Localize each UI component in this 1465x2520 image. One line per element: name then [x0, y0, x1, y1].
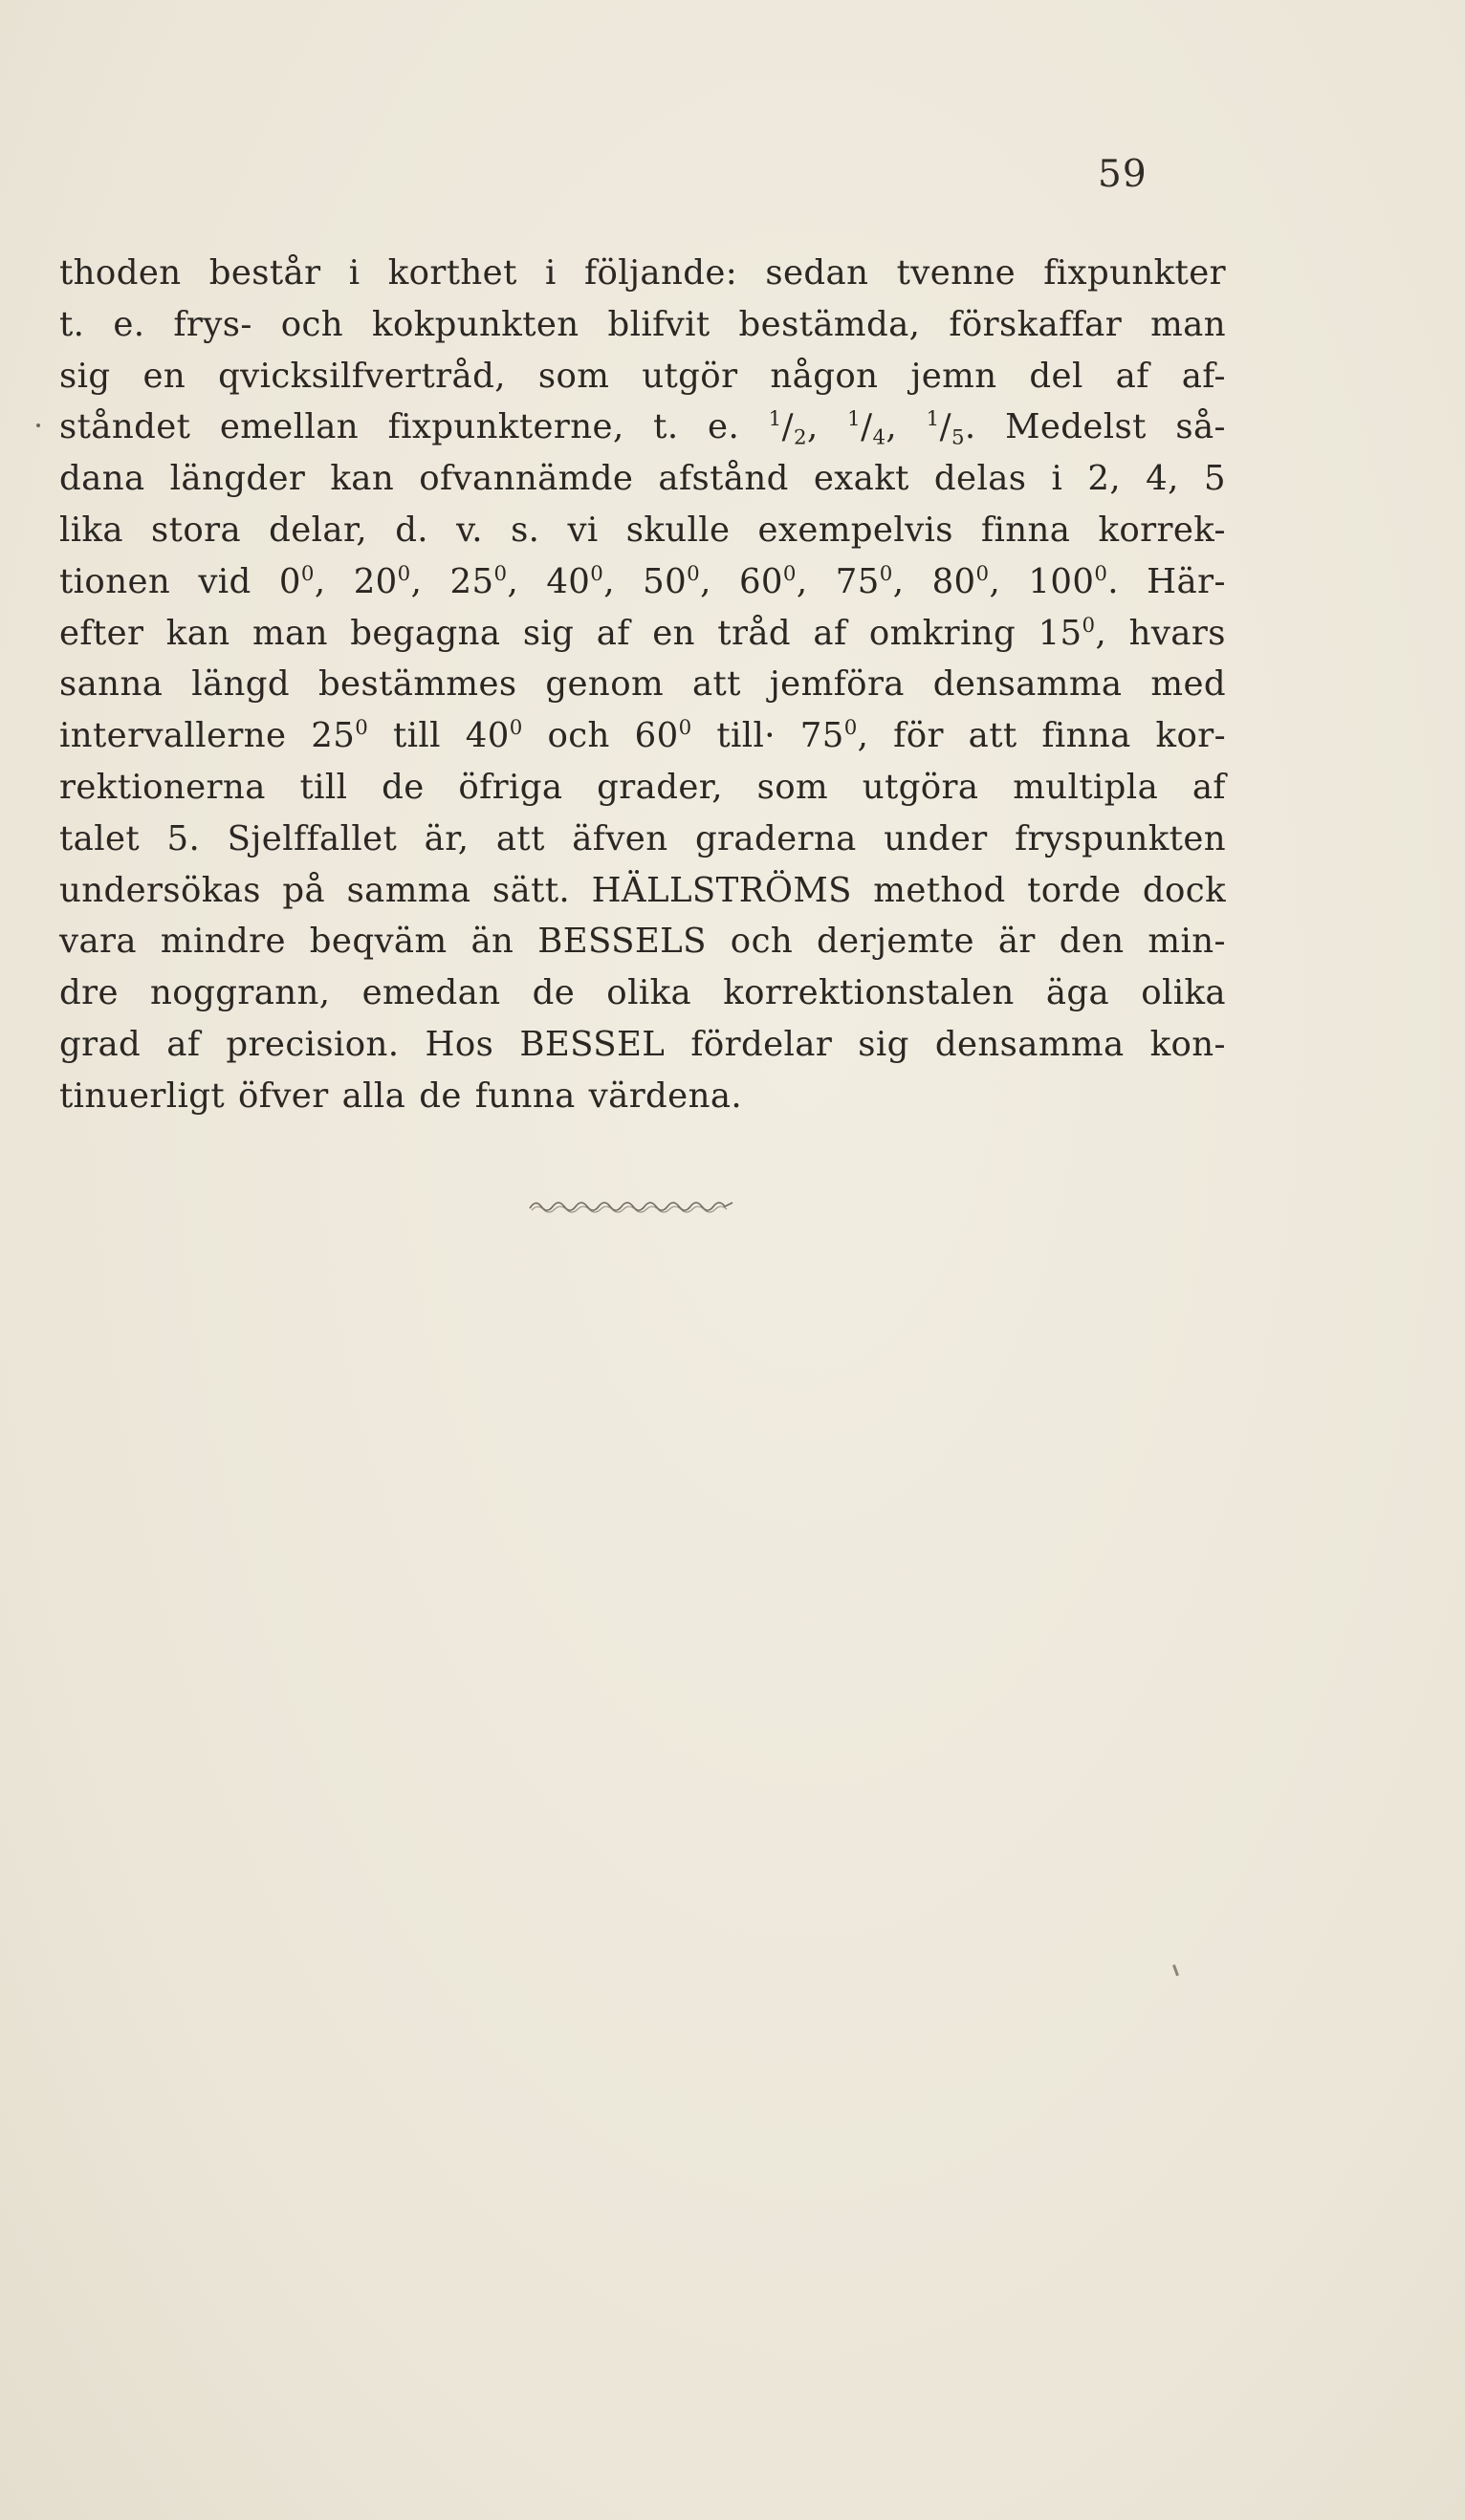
- word: ståndet: [59, 407, 191, 447]
- word: vara: [59, 922, 137, 962]
- word: sig: [59, 356, 111, 396]
- text-line: [59, 967, 1226, 1019]
- word: som: [756, 767, 829, 807]
- word: emedan: [361, 973, 501, 1013]
- word: efter: [59, 613, 144, 653]
- word: beqväm: [309, 922, 448, 962]
- word: de: [419, 1075, 462, 1116]
- text-line: [59, 556, 1226, 608]
- word: $75^0$,: [835, 561, 905, 601]
- word: äfven: [572, 818, 668, 858]
- word: 4,: [1146, 459, 1179, 499]
- word: och: [730, 922, 794, 962]
- word: densamma: [932, 664, 1123, 705]
- word: på: [282, 870, 326, 910]
- word: korthet: [387, 253, 517, 293]
- text-line: [59, 453, 1226, 505]
- word: delas: [933, 459, 1027, 499]
- word: som: [537, 356, 610, 396]
- word: multipla: [1013, 767, 1159, 807]
- word: graderna: [694, 818, 857, 858]
- word: korrek-: [1098, 510, 1226, 550]
- text-line: [59, 762, 1226, 814]
- word: sanna: [59, 664, 164, 705]
- word: method: [873, 870, 1006, 910]
- end-ornament-icon: [528, 1195, 734, 1216]
- word: öfver: [238, 1075, 329, 1116]
- word: blifvit: [607, 304, 711, 344]
- word: frys-: [173, 304, 252, 344]
- word: $25^0$,: [449, 561, 519, 601]
- word: $60^0$: [634, 716, 692, 756]
- word: undersökas: [59, 870, 261, 910]
- word: del: [1029, 356, 1083, 396]
- word: $15^0$,: [1038, 613, 1107, 653]
- word: tvenne: [896, 253, 1017, 293]
- text-line: [59, 402, 1226, 453]
- word: densamma: [934, 1024, 1125, 1064]
- word: sätt.: [492, 870, 571, 910]
- word: Här-: [1147, 561, 1226, 601]
- word: lika: [59, 510, 123, 550]
- word: $75^0$,: [799, 716, 869, 756]
- word: till: [299, 767, 348, 807]
- word: af: [1192, 767, 1226, 807]
- word: BESSELS: [537, 922, 707, 962]
- word: delar,: [269, 510, 368, 550]
- word: $^1/_2$,: [768, 407, 819, 450]
- word: 5.: [166, 818, 201, 858]
- word: tionen: [59, 561, 171, 601]
- word: så-: [1175, 407, 1226, 447]
- word: i: [1051, 459, 1063, 499]
- word: HÄLLSTRÖMS: [591, 870, 852, 910]
- word: af: [596, 613, 630, 653]
- word: af-: [1181, 356, 1226, 396]
- word: är,: [424, 818, 470, 858]
- word: dana: [59, 459, 145, 499]
- word: skulle: [625, 510, 731, 550]
- word: talet: [59, 818, 141, 858]
- text-line: [59, 710, 1226, 762]
- word: att: [968, 716, 1017, 756]
- text-line: [59, 814, 1226, 865]
- text-line: [59, 916, 1226, 967]
- word: sig: [858, 1024, 909, 1064]
- word: Sjelffallet: [227, 818, 398, 858]
- word: till·: [716, 716, 776, 756]
- text-line: [59, 248, 1226, 299]
- word: finna: [1041, 716, 1131, 756]
- word: består: [208, 253, 321, 293]
- word: jemn: [910, 356, 997, 396]
- text-line: [59, 659, 1226, 710]
- word: jemföra: [769, 664, 905, 705]
- word: grad: [59, 1024, 142, 1064]
- word: att: [495, 818, 545, 858]
- word: att: [691, 664, 741, 705]
- word: under: [884, 818, 988, 858]
- word: intervallerne: [59, 716, 287, 756]
- word: dre: [59, 973, 119, 1013]
- word: äga: [1045, 973, 1110, 1013]
- word: $100^0$.: [1028, 561, 1119, 601]
- word: mindre: [160, 922, 286, 962]
- word: olika: [1141, 973, 1226, 1013]
- word: rektionerna: [59, 767, 266, 807]
- word: fördelar: [690, 1024, 833, 1064]
- word: funna: [474, 1075, 576, 1116]
- body-paragraph: [59, 248, 1226, 1122]
- text-line: [59, 351, 1226, 402]
- word: olika: [606, 973, 692, 1013]
- text-line: [59, 1071, 1226, 1122]
- word: korrektionstalen: [723, 973, 1015, 1013]
- word: $80^0$,: [931, 561, 1001, 601]
- word: längder: [169, 459, 306, 499]
- word: följande:: [583, 253, 738, 293]
- text-line: [59, 1019, 1226, 1071]
- word: e.: [113, 304, 145, 344]
- text-line: [59, 865, 1226, 917]
- word: än: [470, 922, 514, 962]
- word: och: [280, 304, 344, 344]
- word: för: [893, 716, 944, 756]
- word: kan: [330, 459, 395, 499]
- word: utgör: [642, 356, 738, 396]
- word: v.: [456, 510, 483, 550]
- page-number: 59: [1098, 153, 1148, 196]
- word: precision.: [226, 1024, 400, 1064]
- word: emellan: [219, 407, 360, 447]
- word: ofvannämde: [419, 459, 634, 499]
- word: öfriga: [458, 767, 563, 807]
- word: samma: [346, 870, 471, 910]
- word: af: [166, 1024, 201, 1064]
- word: $20^0$,: [353, 561, 423, 601]
- word: afstånd: [658, 459, 789, 499]
- word: $^1/_4$,: [847, 407, 898, 450]
- word: sig: [522, 613, 575, 653]
- word: vid: [198, 561, 251, 601]
- word: bestämda,: [738, 304, 921, 344]
- word: 2,: [1087, 459, 1122, 499]
- word: fryspunkten: [1015, 818, 1226, 858]
- word: Medelst: [1005, 407, 1147, 447]
- word: alla: [341, 1075, 406, 1116]
- word: i: [544, 253, 557, 293]
- word: $60^0$,: [738, 561, 808, 601]
- word: torde: [1027, 870, 1122, 910]
- word: förskaffar: [949, 304, 1123, 344]
- word: sedan: [765, 253, 869, 293]
- word: en: [142, 356, 186, 396]
- word: fixpunkterne,: [387, 407, 624, 447]
- word: e.: [708, 407, 740, 447]
- word: Hos: [425, 1024, 494, 1064]
- word: $0^0$,: [278, 561, 326, 601]
- word: tråd: [717, 613, 792, 653]
- word: i: [348, 253, 361, 293]
- word: 5: [1203, 459, 1226, 499]
- word: utgöra: [862, 767, 979, 807]
- word: min-: [1148, 922, 1226, 962]
- word: bestämmes: [317, 664, 517, 705]
- word: vi: [567, 510, 599, 550]
- word: noggrann,: [150, 973, 331, 1013]
- word: begagna: [350, 613, 501, 653]
- word: $40^0$: [465, 716, 523, 756]
- word: till: [392, 716, 441, 756]
- word: någon: [770, 356, 879, 396]
- word: thoden: [59, 253, 182, 293]
- word: qvicksilfvertråd,: [218, 356, 506, 396]
- word: finna: [980, 510, 1071, 550]
- text-line: [59, 299, 1226, 351]
- word: derjemte: [817, 922, 974, 962]
- word: af: [813, 613, 847, 653]
- word: $^1/_5$.: [926, 407, 976, 450]
- word: en: [652, 613, 695, 653]
- word: grader,: [597, 767, 723, 807]
- word: värdena.: [588, 1075, 743, 1116]
- word: t.: [59, 304, 85, 344]
- word: är: [997, 922, 1036, 962]
- word: tinuerligt: [59, 1075, 226, 1116]
- word: $50^0$,: [643, 561, 711, 601]
- word: med: [1150, 664, 1226, 705]
- word: kor-: [1155, 716, 1226, 756]
- word: man: [1150, 304, 1226, 344]
- margin-mark: [36, 424, 40, 427]
- word: kan: [165, 613, 230, 653]
- word: $40^0$,: [546, 561, 615, 601]
- word: de: [382, 767, 425, 807]
- word: man: [251, 613, 328, 653]
- word: s.: [511, 510, 540, 550]
- word: hvars: [1128, 613, 1226, 653]
- word: dock: [1142, 870, 1226, 910]
- text-line: [59, 608, 1226, 660]
- word: och: [547, 716, 610, 756]
- word: af: [1115, 356, 1149, 396]
- word: fixpunkter: [1043, 253, 1226, 293]
- word: t.: [653, 407, 679, 447]
- word: d.: [395, 510, 428, 550]
- word: genom: [545, 664, 665, 705]
- word: exempelvis: [757, 510, 953, 550]
- word: BESSEL: [519, 1024, 666, 1064]
- word: kon-: [1149, 1024, 1226, 1064]
- word: den: [1059, 922, 1125, 962]
- word: exakt: [813, 459, 909, 499]
- word: kokpunkten: [372, 304, 579, 344]
- paper-speck: [1172, 1965, 1179, 1976]
- word: omkring: [868, 613, 1017, 653]
- word: stora: [151, 510, 242, 550]
- word: längd: [191, 664, 291, 705]
- word: de: [532, 973, 576, 1013]
- text-line: [59, 505, 1226, 556]
- word: $25^0$: [311, 716, 369, 756]
